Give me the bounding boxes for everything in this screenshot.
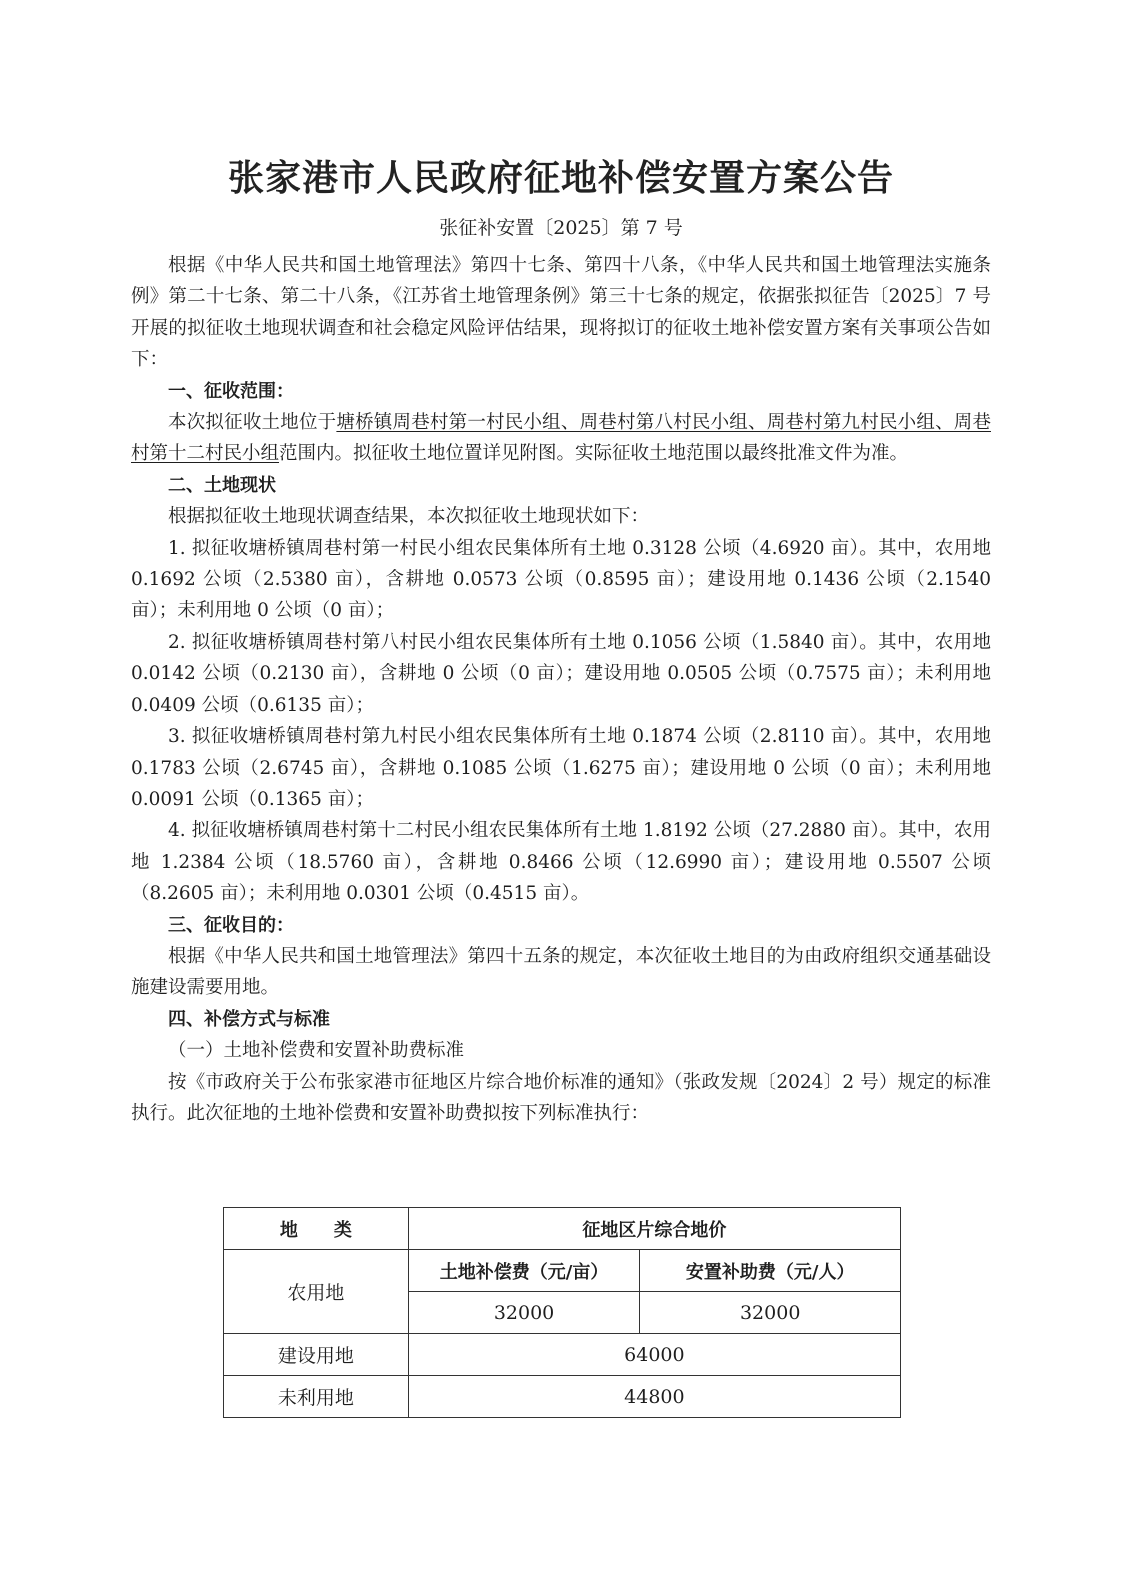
intro-paragraph: 根据《中华人民共和国土地管理法》第四十七条、第四十八条，《中华人民共和国土地管理法实施条例》第二十七条、第二十八条，《江苏省土地管理条例》第三十七条的规定，依据张拟征告〔2025〕7 号开展的拟征收土地现状调查和社会稳定风险评估结果，现将拟订的征收土地补偿安置方案有关事项公告如下： — [131, 255, 991, 371]
document-number: 张征补安置〔2025〕第 7 号 — [439, 217, 683, 239]
construction-land-value: 64000 — [408, 1334, 900, 1376]
table-row — [224, 1376, 901, 1418]
table-row — [224, 1250, 901, 1292]
section-1-paragraph — [131, 407, 991, 470]
section-1-heading: 一、征收范围： — [168, 380, 294, 402]
section-4-paragraph: 按《市政府关于公布张家港市征地区片综合地价标准的通知》（张政发规〔2024〕2 号）规定的标准执行。此次征地的土地补偿费和安置补助费拟按下列标准执行： — [131, 1071, 991, 1124]
header-land-compensation: 土地补偿费（元/亩） — [408, 1250, 640, 1292]
section-4-subheading: （一）土地补偿费和安置补助费标准 — [168, 1040, 465, 1062]
row-label-construction: 建设用地 — [224, 1334, 409, 1376]
header-land-type: 地 类 — [224, 1208, 409, 1250]
page-title: 张家港市人民政府征地补偿安置方案公告 — [227, 158, 894, 199]
section-2-intro: 根据拟征收土地现状调查结果，本次拟征收土地现状如下： — [168, 506, 650, 528]
section-4-heading: 四、补偿方式与标准 — [168, 1008, 330, 1030]
section-2-heading: 二、土地现状 — [168, 474, 276, 496]
document-body — [131, 250, 991, 1129]
header-zone-price: 征地区片综合地价 — [408, 1208, 900, 1250]
section-3-heading: 三、征收目的： — [168, 914, 294, 936]
section-1-text-pre: 本次拟征收土地位于 — [168, 412, 337, 434]
row-label-unused: 未利用地 — [224, 1376, 409, 1418]
section-2-item-2: 2. 拟征收塘桥镇周巷村第八村民小组农民集体所有土地 0.1056 公顷（1.5840 亩）。其中，农用地 0.0142 公顷（0.2130 亩），含耕地 0 公顷（0 亩）；建设用地 0.0505 公顷（0.7575 亩）；未利用地 0.0409 公顷（0.6135 亩）； — [131, 631, 991, 716]
row-label-agricultural: 农用地 — [224, 1250, 409, 1334]
section-3-paragraph: 根据《中华人民共和国土地管理法》第四十五条的规定，本次征收土地目的为由政府组织交通基础设施建设需要用地。 — [131, 945, 991, 999]
table-row — [224, 1334, 901, 1376]
section-1-text-post: 范围内。拟征收土地位置详见附图。实际征收土地范围以最终批准文件为准。 — [279, 443, 909, 465]
agricultural-land-compensation-value: 32000 — [408, 1292, 640, 1334]
section-2-item-3: 3. 拟征收塘桥镇周巷村第九村民小组农民集体所有土地 0.1874 公顷（2.8110 亩）。其中，农用地 0.1783 公顷（2.6745 亩），含耕地 0.1085 公顷（1.6275 亩）；建设用地 0 公顷（0 亩）；未利用地 0.0091 公顷（0.1365 亩）； — [131, 726, 991, 810]
section-2-item-1: 1. 拟征收塘桥镇周巷村第一村民小组农民集体所有土地 0.3128 公顷（4.6920 亩）。其中，农用地 0.1692 公顷（2.5380 亩），含耕地 0.0573 公顷（0.8595 亩）；建设用地 0.1436 公顷（2.1540 亩）；未利用地 0 公顷（0 亩）； — [131, 537, 991, 622]
compensation-standard-table — [223, 1207, 901, 1418]
table-row — [224, 1208, 901, 1250]
header-resettlement-subsidy: 安置补助费（元/人） — [640, 1250, 901, 1292]
unused-land-value: 44800 — [408, 1376, 900, 1418]
section-2-item-4: 4. 拟征收塘桥镇周巷村第十二村民小组农民集体所有土地 1.8192 公顷（27.2880 亩）。其中，农用地 1.2384 公顷（18.5760 亩），含耕地 0.8466 公顷（12.6990 亩）；建设用地 0.5507 公顷（8.2605 亩）；未利用地 0.0301 公顷（0.4515 亩）。 — [131, 820, 991, 905]
section-1-underlined-scope: 塘桥镇周巷村第一村民小组、周巷村第八村民小组、周巷村第九村民小组、周巷村第十二村民小组 — [131, 412, 991, 465]
agricultural-resettlement-value: 32000 — [640, 1292, 901, 1334]
